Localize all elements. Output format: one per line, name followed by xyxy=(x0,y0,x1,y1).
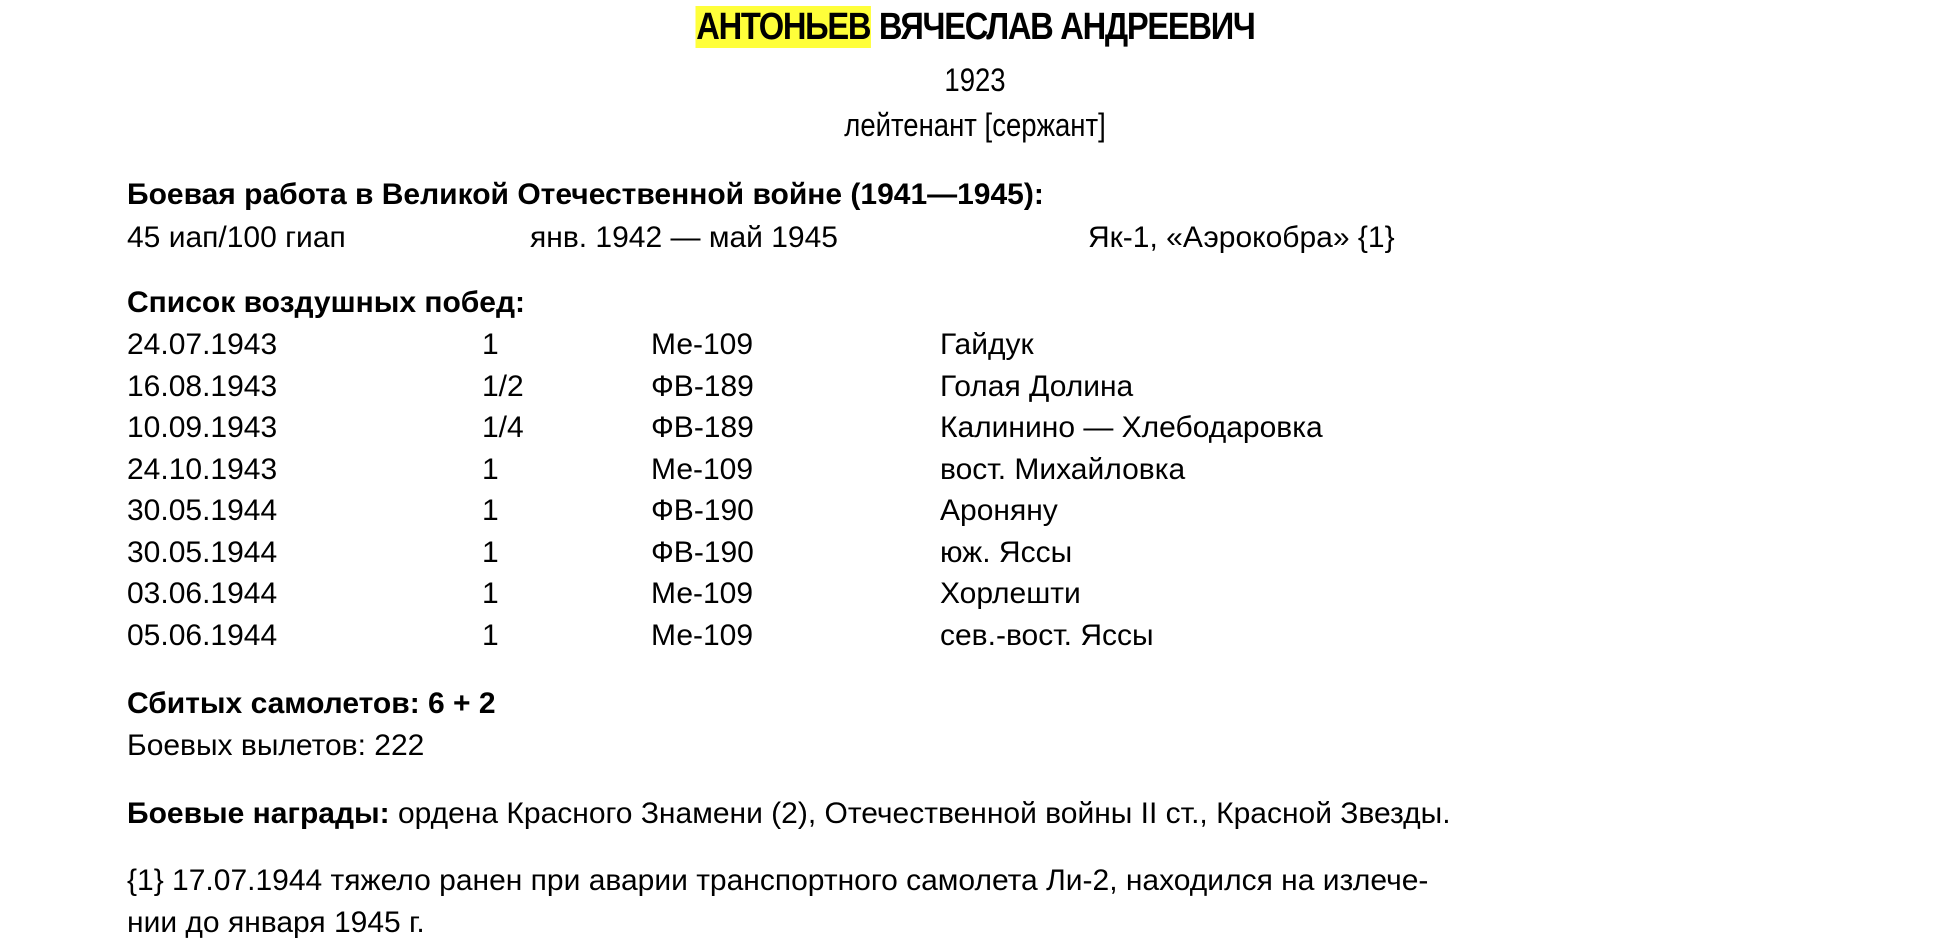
victory-count: 1/2 xyxy=(482,370,524,403)
combat-work-heading: Боевая работа в Великой Отечественной войне (1941—1945): xyxy=(127,178,1044,211)
combat-work-unit: 45 иап/100 гиап xyxy=(127,221,346,254)
victory-place: Хорлешти xyxy=(940,577,1081,610)
combat-work-aircraft: Як-1, «Аэрокобра» {1} xyxy=(1088,221,1395,254)
victory-aircraft-type: Ме-109 xyxy=(651,577,754,610)
awards-label: Боевые награды: xyxy=(127,797,390,830)
victory-count: 1 xyxy=(482,494,499,527)
person-name-heading xyxy=(137,6,1814,49)
shot-down-total: Сбитых самолетов: 6 + 2 xyxy=(127,687,496,720)
victory-aircraft-type: ФВ-189 xyxy=(651,370,754,403)
victory-place: Голая Долина xyxy=(940,370,1134,403)
victory-date: 24.10.1943 xyxy=(127,453,278,486)
military-rank: лейтенант [сержант] xyxy=(844,107,1106,143)
combat-work-period: янв. 1942 — май 1945 xyxy=(530,221,838,254)
victory-aircraft-type: Ме-109 xyxy=(651,619,754,652)
victory-place: сев.-вост. Яссы xyxy=(940,619,1154,652)
victory-place: Калинино — Хлебодаровка xyxy=(940,411,1323,444)
victory-date: 05.06.1944 xyxy=(127,619,278,652)
victory-date: 24.07.1943 xyxy=(127,328,278,361)
victory-count: 1 xyxy=(482,453,499,486)
victory-date: 16.08.1943 xyxy=(127,370,278,403)
victory-place: вост. Михайловка xyxy=(940,453,1186,486)
victory-count: 1 xyxy=(482,619,499,652)
given-names: ВЯЧЕСЛАВ АНДРЕЕВИЧ xyxy=(878,6,1255,48)
victory-place: Гайдук xyxy=(940,328,1034,361)
awards-line xyxy=(127,799,1451,829)
victory-count: 1 xyxy=(482,536,499,569)
footnote-line-1: {1} 17.07.1944 тяжело ранен при аварии транспортного самолета Ли-2, находился на излече- xyxy=(127,864,1429,897)
victory-aircraft-type: ФВ-190 xyxy=(651,494,754,527)
victory-count: 1 xyxy=(482,328,499,361)
victory-date: 30.05.1944 xyxy=(127,494,278,527)
victory-place: юж. Яссы xyxy=(940,536,1073,569)
victory-aircraft-type: ФВ-189 xyxy=(651,411,754,444)
victory-date: 03.06.1944 xyxy=(127,577,278,610)
awards-text: ордена Красного Знамени (2), Отечественной войны II ст., Красной Звезды. xyxy=(389,797,1451,830)
birth-year: 1923 xyxy=(944,62,1006,98)
victory-place: Ароняну xyxy=(940,494,1058,527)
victory-count: 1/4 xyxy=(482,411,524,444)
surname-highlighted: АНТОНЬЕВ xyxy=(696,6,871,48)
victory-count: 1 xyxy=(482,577,499,610)
victory-aircraft-type: Ме-109 xyxy=(651,453,754,486)
sorties-total: Боевых вылетов: 222 xyxy=(127,729,425,762)
victory-aircraft-type: ФВ-190 xyxy=(651,536,754,569)
victory-date: 30.05.1944 xyxy=(127,536,278,569)
victory-aircraft-type: Ме-109 xyxy=(651,328,754,361)
victories-heading: Список воздушных побед: xyxy=(127,286,526,319)
victory-date: 10.09.1943 xyxy=(127,411,278,444)
footnote-line-2: нии до января 1945 г. xyxy=(127,906,425,939)
